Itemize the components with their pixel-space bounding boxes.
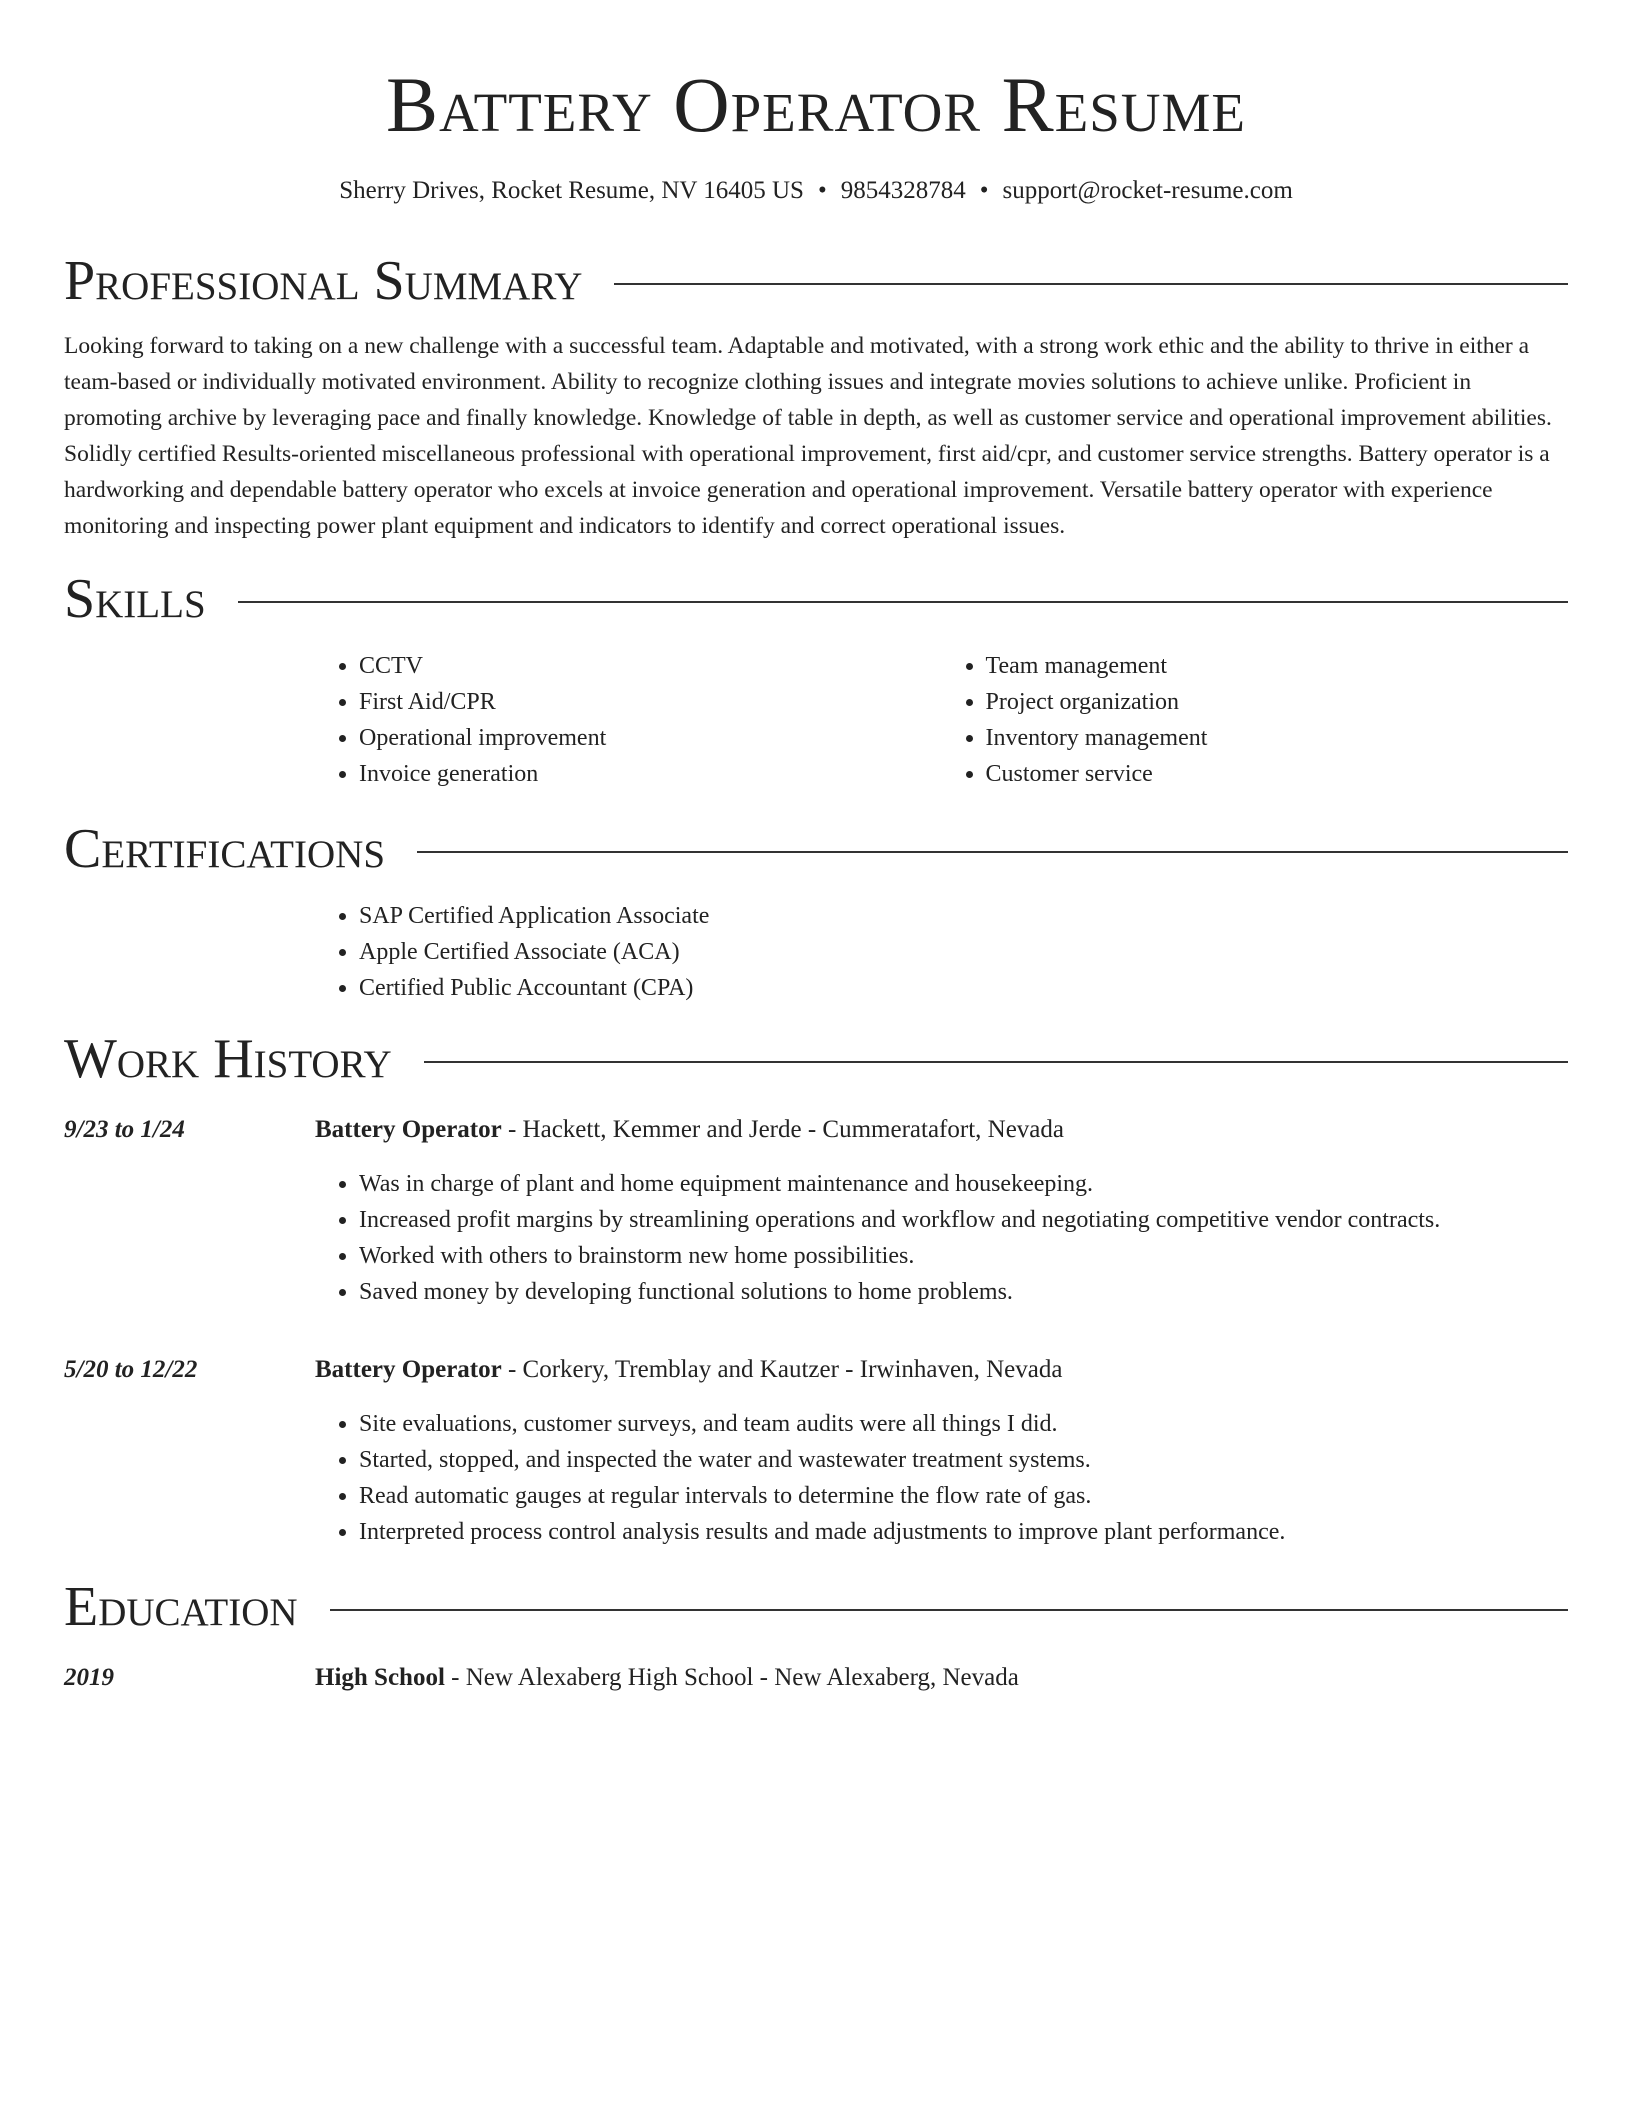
section-divider bbox=[330, 1609, 1568, 1611]
certifications-heading: Certifications bbox=[64, 818, 386, 880]
job-title: Battery Operator bbox=[315, 1356, 502, 1383]
work-entry-header bbox=[64, 1352, 1568, 1388]
section-divider bbox=[238, 601, 1568, 603]
work-bullet: • Increased profit margins by streamlining operations and workflow and negotiating competitive vendor contracts. bbox=[359, 1202, 1568, 1238]
contact-phone: 9854328784 bbox=[840, 177, 966, 204]
contact-separator: • bbox=[817, 177, 827, 204]
job-employer: - Corkery, Tremblay and Kautzer - Irwinhaven, Nevada bbox=[501, 1356, 1063, 1383]
education-degree: High School bbox=[315, 1664, 445, 1691]
certification-item: • SAP Certified Application Associate bbox=[359, 898, 1568, 934]
section-divider bbox=[417, 851, 1568, 853]
work-dates: 9/23 to 1/24 bbox=[64, 1116, 185, 1143]
work-bullet: • Saved money by developing functional solutions to home problems. bbox=[359, 1274, 1568, 1310]
work-bullet: • Started, stopped, and inspected the water and wastewater treatment systems. bbox=[359, 1442, 1568, 1478]
work-role bbox=[315, 1112, 1064, 1148]
contact-separator: • bbox=[979, 177, 989, 204]
work-entry bbox=[64, 1112, 1568, 1310]
skills-column-right bbox=[942, 648, 1569, 792]
work-section-header bbox=[64, 1024, 1568, 1094]
education-heading: Education bbox=[64, 1576, 298, 1638]
resume-title: Battery Operator Resume bbox=[385, 61, 1247, 148]
contact-line bbox=[64, 174, 1568, 208]
education-detail bbox=[315, 1660, 1019, 1696]
work-role bbox=[315, 1352, 1062, 1388]
certifications-bullets bbox=[315, 898, 1568, 1006]
work-bullets bbox=[315, 1166, 1568, 1310]
skill-item: • Operational improvement bbox=[359, 720, 942, 756]
summary-heading: Professional Summary bbox=[64, 250, 583, 312]
skill-item: • Invoice generation bbox=[359, 756, 942, 792]
summary-section-header bbox=[64, 246, 1568, 316]
work-bullet-list bbox=[315, 1166, 1568, 1310]
work-bullets bbox=[315, 1406, 1568, 1550]
skills-heading: Skills bbox=[64, 568, 206, 630]
work-bullet-list bbox=[315, 1406, 1568, 1550]
section-divider bbox=[614, 283, 1568, 285]
skill-item: • CCTV bbox=[359, 648, 942, 684]
contact-address: Sherry Drives, Rocket Resume, NV 16405 US bbox=[339, 177, 804, 204]
work-dates: 5/20 to 12/22 bbox=[64, 1356, 198, 1383]
certifications-list bbox=[315, 898, 1568, 1006]
work-bullet: • Site evaluations, customer surveys, and team audits were all things I did. bbox=[359, 1406, 1568, 1442]
skill-item: • Team management bbox=[986, 648, 1569, 684]
skill-item: • Customer service bbox=[986, 756, 1569, 792]
skills-section-header bbox=[64, 564, 1568, 634]
resume-page bbox=[64, 0, 1568, 1696]
work-entry bbox=[64, 1352, 1568, 1550]
education-section-header bbox=[64, 1572, 1568, 1642]
work-bullet: • Read automatic gauges at regular intervals to determine the flow rate of gas. bbox=[359, 1478, 1568, 1514]
education-school: - New Alexaberg High School - New Alexaberg, Nevada bbox=[444, 1664, 1019, 1691]
skills-list bbox=[315, 648, 1568, 792]
skill-item: • First Aid/CPR bbox=[359, 684, 942, 720]
skills-column-left bbox=[315, 648, 942, 792]
work-heading: Work History bbox=[64, 1028, 392, 1090]
skill-item: • Inventory management bbox=[986, 720, 1569, 756]
certification-item: • Apple Certified Associate (ACA) bbox=[359, 934, 1568, 970]
summary-text: Looking forward to taking on a new challenge with a successful team. Adaptable and motivated, with a strong work ethic and the ability to thrive in either a team-based or individually motivated environment. Ability to recognize clothing issues and integrate movies solutions to achieve unlike. Proficient in promoting archive by leveraging pace and finally knowledge. Knowledge of table in depth, as well as customer service and operational improvement abilities. Solidly certified Results-oriented miscellaneous professional with operational improvement, first aid/cpr, and customer service strengths. Battery operator is a hardworking and dependable battery operator who excels at invoice generation and operational improvement. Versatile battery operator with experience monitoring and inspecting power plant equipment and indicators to identify and correct operational issues. bbox=[64, 333, 1552, 539]
education-year: 2019 bbox=[64, 1664, 114, 1691]
work-bullet: • Interpreted process control analysis results and made adjustments to improve plant performance. bbox=[359, 1514, 1568, 1550]
work-bullet: • Was in charge of plant and home equipment maintenance and housekeeping. bbox=[359, 1166, 1568, 1202]
section-divider bbox=[424, 1061, 1568, 1063]
education-entry bbox=[64, 1660, 1568, 1696]
skill-item: • Project organization bbox=[986, 684, 1569, 720]
certifications-section-header bbox=[64, 814, 1568, 884]
job-title: Battery Operator bbox=[315, 1116, 502, 1143]
contact-email: support@rocket-resume.com bbox=[1002, 177, 1293, 204]
work-entry-header bbox=[64, 1112, 1568, 1148]
job-employer: - Hackett, Kemmer and Jerde - Cummeratafort, Nevada bbox=[501, 1116, 1064, 1143]
work-bullet: • Worked with others to brainstorm new home possibilities. bbox=[359, 1238, 1568, 1274]
certification-item: • Certified Public Accountant (CPA) bbox=[359, 970, 1568, 1006]
